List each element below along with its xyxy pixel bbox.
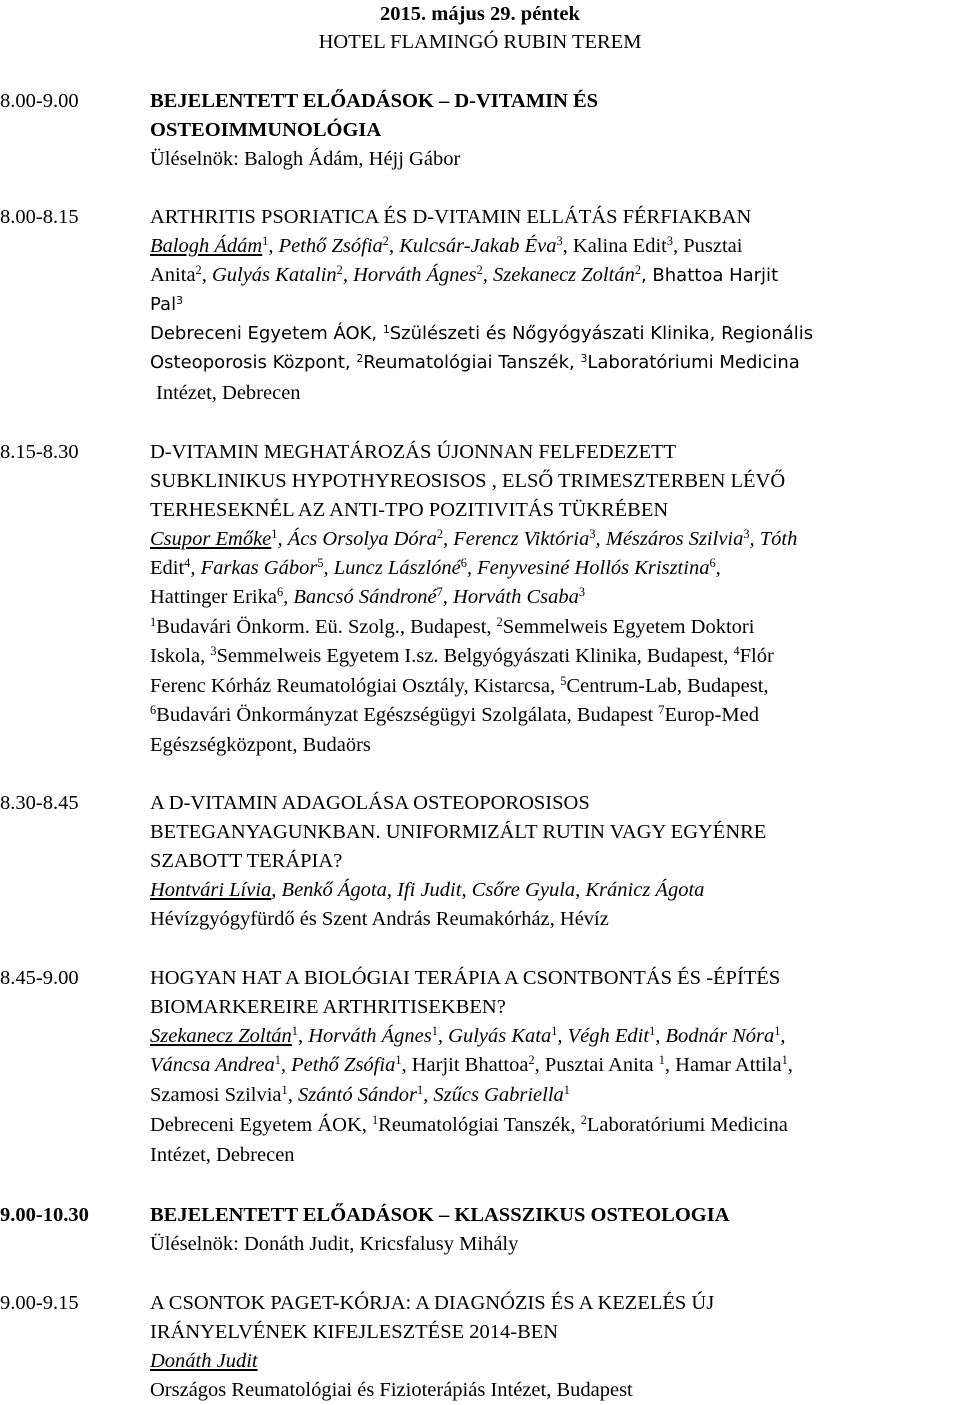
text-segment: Centrum-Lab, Budapest, <box>566 675 769 697</box>
affiliation-number: 2 <box>195 263 202 278</box>
talk-affiliation <box>150 354 800 372</box>
talk-authors <box>150 1085 570 1106</box>
talk-title: ARTHRITIS PSORIATICA ÉS D-VITAMIN ELLÁTÁS FÉRFIAKBAN <box>150 206 752 228</box>
affiliation-number: 1 <box>271 527 278 542</box>
text-segment: , Mészáros Szilvia <box>595 528 744 550</box>
affiliation-number: 3 <box>556 234 563 249</box>
affiliation-number: 1 <box>395 1053 402 1068</box>
talk-authors <box>150 529 797 550</box>
text-segment: , Kalina Edit <box>562 235 667 257</box>
affiliation-number: 6 <box>460 556 467 571</box>
text-segment: , Bodnár Nóra <box>655 1025 775 1047</box>
text-segment: , Hamar Attila <box>664 1054 782 1076</box>
text-segment: Hattinger Erika <box>150 586 277 608</box>
author-name: Csupor Emőke <box>150 528 272 550</box>
talk-time: 8.30-8.45 <box>0 792 79 814</box>
text-segment: , Pethő Zsófia <box>280 1054 396 1076</box>
text-segment: , Horváth Ágnes <box>297 1025 432 1047</box>
talk-affiliation <box>150 617 754 638</box>
text-segment: , Pusztai <box>673 235 743 257</box>
text-segment: Szamosi Szilvia <box>150 1084 282 1106</box>
affiliation-number: 2 <box>476 263 483 278</box>
text-segment: Debreceni Egyetem ÁOK, <box>150 1114 372 1136</box>
text-segment: Pal <box>150 294 177 315</box>
author-name: Szekanecz Zoltán <box>150 1025 292 1047</box>
affiliation-number: 6 <box>709 556 716 571</box>
affiliation-number: 3 <box>210 644 217 659</box>
text-segment: Flór <box>739 645 774 667</box>
text-segment: Laboratóriumi Medicina <box>587 352 800 373</box>
text-segment: , Gulyás Katalin <box>201 264 337 286</box>
talk-title: BETEGANYAGUNKBAN. UNIFORMIZÁLT RUTIN VAGY EGYÉNRE <box>150 821 767 843</box>
text-segment: , Gulyás Kata <box>437 1025 552 1047</box>
affiliation-number: 2 <box>580 1113 587 1128</box>
text-segment: Semmelweis Egyetem Doktori <box>502 616 755 638</box>
affiliation-number: 1 <box>150 615 157 630</box>
affiliation-number: 1 <box>274 1053 281 1068</box>
talk-time: 8.00-8.15 <box>0 206 79 228</box>
text-segment: , Bancsó Sándroné <box>283 586 437 608</box>
text-segment: Budavári Önkorm. Eü. Szolg., Budapest, <box>156 616 497 638</box>
affiliation-number: 1 <box>291 1024 298 1039</box>
affiliation-number: 1 <box>649 1024 656 1039</box>
talk-affiliation: Intézet, Debrecen <box>156 382 301 404</box>
text-segment: Semmelweis Egyetem I.sz. Belgyógyászati Klinika, Budapest, <box>216 645 734 667</box>
affiliation-number: 1 <box>416 1083 424 1098</box>
talk-title: SUBKLINIKUS HYPOTHYREOSISOS , ELSŐ TRIMESZTERBEN LÉVŐ <box>150 470 786 492</box>
text-segment: Reumatológiai Tanszék, <box>378 1114 581 1136</box>
affiliation-number: 3 <box>176 294 183 308</box>
text-segment: , Bhattoa Harjit <box>640 265 779 286</box>
talk-title: SZABOTT TERÁPIA? <box>150 850 343 872</box>
affiliation-number: 3 <box>666 234 673 249</box>
affiliation-number: 2 <box>436 527 444 542</box>
text-segment: , Tóth <box>749 528 798 550</box>
affiliation-number: 1 <box>563 1083 570 1098</box>
session-title: BEJELENTETT ELŐADÁSOK – D-VITAMIN ÉS <box>150 90 599 112</box>
talk-time: 9.00-9.15 <box>0 1292 79 1314</box>
talk-affiliation: Egészségközpont, Budaörs <box>150 734 371 756</box>
text-segment: Edit <box>150 557 185 579</box>
affiliation-number: 3 <box>580 352 588 366</box>
affiliation-number: 6 <box>276 585 284 600</box>
text-segment: , <box>787 1054 793 1076</box>
text-segment: Szülészeti és Nőgyógyászati Klinika, Regionális <box>389 323 814 344</box>
talk-title: IRÁNYELVÉNEK KIFEJLESZTÉSE 2014-BEN <box>150 1321 559 1343</box>
text-segment: , Fenyvesiné Hollós Krisztina <box>466 557 710 579</box>
affiliation-number: 7 <box>436 585 443 600</box>
talk-time: 8.15-8.30 <box>0 441 79 463</box>
affiliation-number: 2 <box>356 352 364 366</box>
text-segment: Osteoporosis Központ, <box>150 352 357 373</box>
affiliation-number: 3 <box>743 527 750 542</box>
affiliation-number: 2 <box>634 263 641 278</box>
affiliation-number: 3 <box>589 527 596 542</box>
text-segment: Reumatológiai Tanszék, <box>363 352 581 373</box>
author-name: Balogh Ádám <box>150 235 263 257</box>
session-title: BEJELENTETT ELŐADÁSOK – KLASSZIKUS OSTEOLOGIA <box>150 1204 730 1226</box>
session-title: OSTEOIMMUNOLÓGIA <box>150 119 382 141</box>
affiliation-number: 1 <box>262 234 269 249</box>
talk-title: A D-VITAMIN ADAGOLÁSA OSTEOPOROSISOS <box>150 792 590 814</box>
talk-title: D-VITAMIN MEGHATÁROZÁS ÚJONNAN FELFEDEZETT <box>150 441 677 463</box>
talk-authors <box>150 558 721 579</box>
affiliation-number: 1 <box>781 1053 788 1068</box>
text-segment: , Szűcs Gabriella <box>423 1084 564 1106</box>
affiliation-number: 1 <box>431 1024 438 1039</box>
affiliation-number: 1 <box>551 1024 558 1039</box>
page-date: 2015. május 29. péntek <box>380 3 580 25</box>
affiliation-number: 4 <box>184 556 191 571</box>
affiliation-number: 6 <box>150 703 157 718</box>
text-segment: Europ-Med <box>664 704 759 726</box>
page-venue: HOTEL FLAMINGÓ RUBIN TEREM <box>318 31 642 53</box>
talk-affiliation: Intézet, Debrecen <box>150 1144 295 1166</box>
affiliation-number: 3 <box>578 585 586 600</box>
text-segment: , Horváth Ágnes <box>342 264 477 286</box>
text-segment: , Horváth Csaba <box>442 586 579 608</box>
affiliation-number: 2 <box>496 615 503 630</box>
text-segment: , Benkő Ágota, Ifi Judit, Csőre Gyula, Kránicz Ágota <box>271 879 705 901</box>
talk-authors <box>150 236 742 257</box>
affiliation-number: 2 <box>382 234 389 249</box>
talk-authors <box>150 880 704 901</box>
talk-title: BIOMARKEREIRE ARTHRITISEKBEN? <box>150 996 506 1018</box>
text-segment: Anita <box>150 264 196 286</box>
text-segment: , Végh Edit <box>557 1025 650 1047</box>
affiliation-number: 1 <box>372 1113 379 1128</box>
affiliation-number: 1 <box>658 1053 665 1068</box>
affiliation-number: 1 <box>774 1024 781 1039</box>
text-segment: , <box>780 1025 786 1047</box>
text-segment: , Ács Orsolya Dóra <box>277 528 437 550</box>
talk-affiliation <box>150 646 774 667</box>
text-segment: Váncsa Andrea <box>150 1054 275 1076</box>
text-segment: , Farkas Gábor <box>190 557 318 579</box>
affiliation-number: 7 <box>658 703 665 718</box>
talk-authors <box>150 1026 786 1047</box>
talk-title: TERHESEKNÉL AZ ANTI-TPO POZITIVITÁS TÜKRÉBEN <box>150 499 669 521</box>
text-segment: , Luncz Lászlóné <box>323 557 461 579</box>
talk-affiliation <box>150 325 813 343</box>
affiliation-number: 4 <box>733 644 740 659</box>
talk-authors <box>150 587 585 608</box>
text-segment: Laboratóriumi Medicina <box>586 1114 788 1136</box>
text-segment: Debreceni Egyetem ÁOK, <box>150 323 383 344</box>
affiliation-number: 2 <box>336 263 343 278</box>
talk-affiliation <box>150 676 769 697</box>
text-segment: , Pethő Zsófia <box>268 235 383 257</box>
text-segment: Budavári Önkormányzat Egészségügyi Szolgálata, Budapest <box>156 704 659 726</box>
affiliation-number: 5 <box>317 556 324 571</box>
affiliation-number: 1 <box>281 1083 288 1098</box>
text-segment: Ferenc Kórház Reumatológiai Osztály, Kistarcsa, <box>150 675 561 697</box>
talk-affiliation: Hévízgyógyfürdő és Szent András Reumakórház, Hévíz <box>150 908 609 930</box>
affiliation-number: 5 <box>560 674 567 689</box>
text-segment: , <box>715 557 721 579</box>
text-segment: , Szekanecz Zoltán <box>482 264 635 286</box>
talk-title: A CSONTOK PAGET-KÓRJA: A DIAGNÓZIS ÉS A KEZELÉS ÚJ <box>150 1292 715 1314</box>
text-segment: , Ferencz Viktória <box>443 528 590 550</box>
author-name: Hontvári Lívia <box>150 879 272 901</box>
author-name: Donáth Judit <box>150 1350 258 1372</box>
talk-affiliation <box>150 705 759 726</box>
talk-authors <box>150 1055 793 1076</box>
affiliation-number: 2 <box>528 1053 535 1068</box>
affiliation-number: 1 <box>382 323 390 337</box>
text-segment: , Kulcsár-Jakab Éva <box>388 235 557 257</box>
talk-authors <box>150 265 778 286</box>
text-segment: , Pusztai Anita <box>534 1054 659 1076</box>
text-segment: , Harjit Bhattoa <box>401 1054 529 1076</box>
session-time: 8.00-9.00 <box>0 90 79 112</box>
session-chairs: Üléselnök: Donáth Judit, Kricsfalusy Mihály <box>150 1233 519 1255</box>
talk-title: HOGYAN HAT A BIOLÓGIAI TERÁPIA A CSONTBONTÁS ÉS -ÉPÍTÉS <box>150 967 781 989</box>
talk-affiliation <box>150 1115 788 1136</box>
talk-authors <box>150 296 183 314</box>
text-segment: Iskola, <box>150 645 211 667</box>
session-chairs: Üléselnök: Balogh Ádám, Héjj Gábor <box>150 148 461 170</box>
text-segment: , Szántó Sándor <box>287 1084 417 1106</box>
talk-time: 8.45-9.00 <box>0 967 79 989</box>
session-time: 9.00-10.30 <box>0 1204 89 1226</box>
talk-affiliation: Országos Reumatológiai és Fizioterápiás Intézet, Budapest <box>150 1379 633 1401</box>
